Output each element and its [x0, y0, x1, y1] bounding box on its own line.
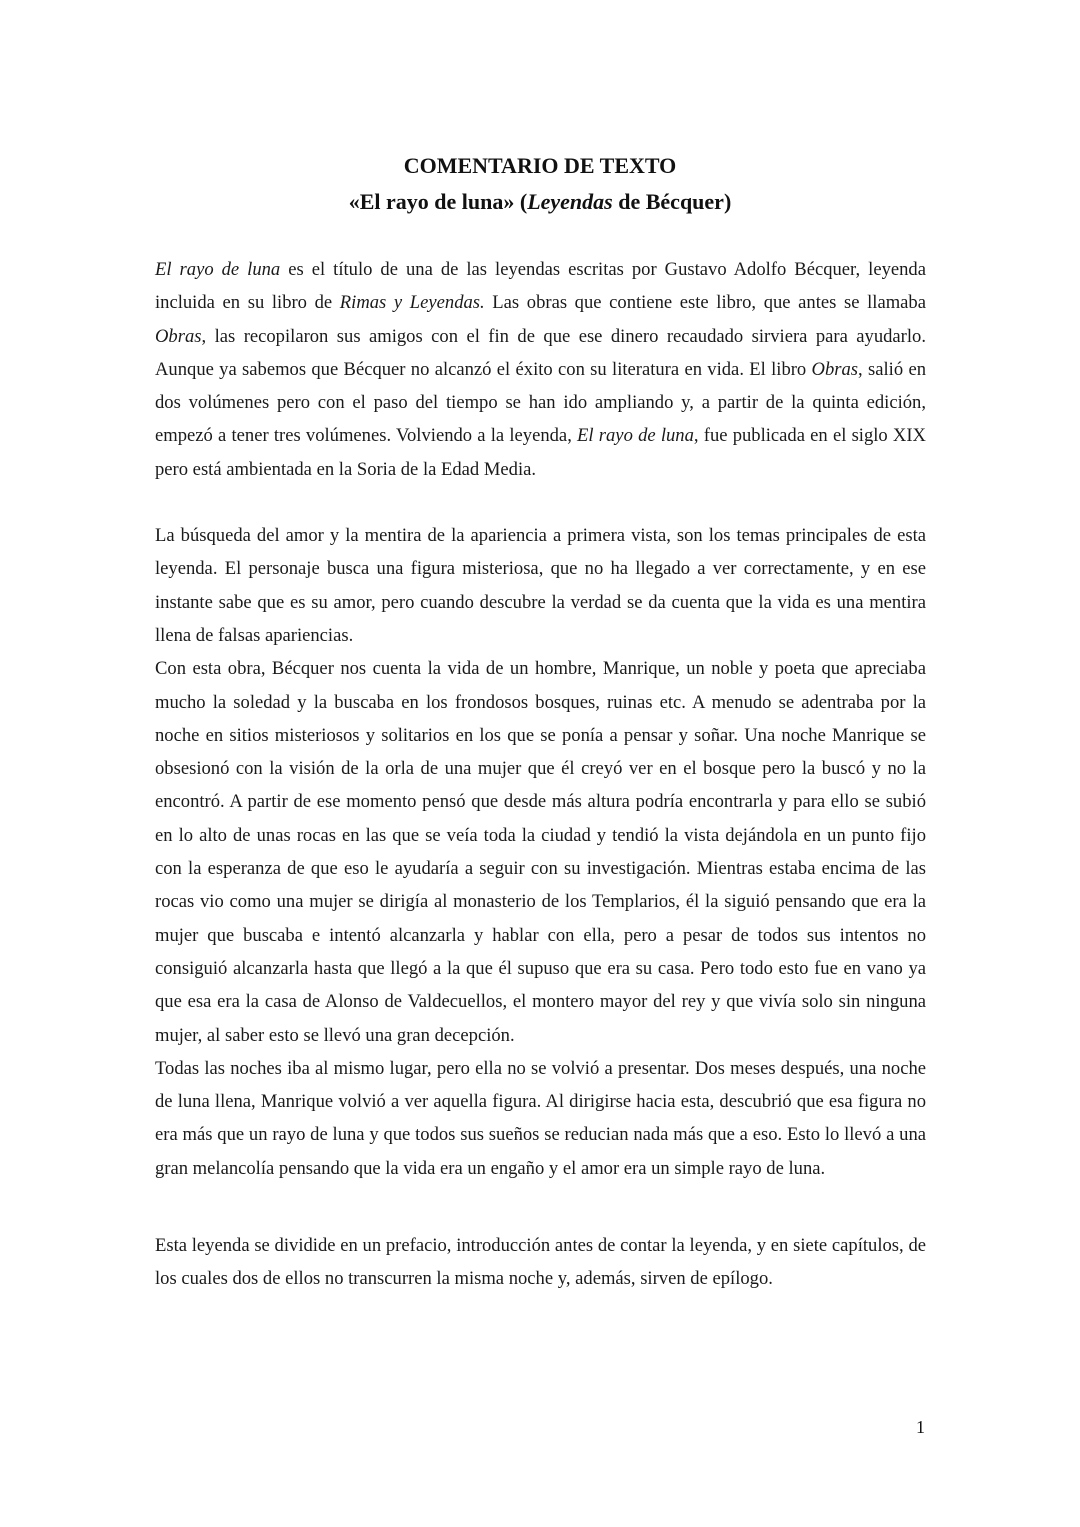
text-span: Las obras que contiene este libro, que antes se llamaba	[484, 292, 926, 314]
italic-title: Obras	[155, 325, 202, 347]
subtitle-suffix: de Bécquer)	[612, 189, 732, 214]
italic-title: El rayo de luna	[577, 425, 694, 447]
text-span: , las recopilaron sus amigos con el fin de que ese dinero recaudado sirviera para ayudarlo. Aunque ya sabemos que Bécquer no alcanzó el éxito con su literatura en vida. El libro	[155, 325, 926, 380]
paragraph-structure: Esta leyenda se dividide en un prefacio, introducción antes de contar la leyenda, y en siete capítulos, de los cuales dos de ellos no transcurren la misma noche y, además, sirven de epílogo.	[155, 1235, 926, 1290]
italic-title: El rayo de luna	[155, 259, 281, 280]
page-number: 1	[916, 1417, 925, 1437]
text-span: , salió en dos volúmenes pero con el paso del tiempo se han ido ampliando y, a partir de la quinta edición, empezó a tener tres volúmenes. Volviendo a la leyenda,	[155, 358, 926, 447]
text-span: , fue publicada en el siglo XIX pero está ambientada en la Soria de la Edad Media.	[155, 425, 926, 480]
document-title: COMENTARIO DE TEXTO	[403, 153, 677, 178]
paragraph-themes: La búsqueda del amor y la mentira de la apariencia a primera vista, son los temas principales de esta leyenda. El personaje busca una figura misteriosa, que no ha llegado a ver correctamente, y en ese instante sabe que es su amor, pero cuando descubre la verdad se da cuenta que la vida es una mentira llena de falsas apariencias.	[155, 525, 926, 646]
paragraph-plot: Con esta obra, Bécquer nos cuenta la vida de un hombre, Manrique, un noble y poeta que apreciaba mucho la soledad y la buscaba en los frondosos bosques, ruinas etc. A menudo se adentraba por la noche en sitios misteriosos y solitarios en los que se ponía a pensar y soñar. Una noche Manrique se obsesionó con la visión de la orla de una mujer que él creyó ver en el bosque pero la buscó y no la encontró. A partir de ese momento pensó que desde más altura podría encontrarla y para ello se subió en lo alto de unas rocas en las que se veía toda la ciudad y tendió la vista dejándola en un punto fijo con la esperanza de que eso le ayudaría a seguir con su investigación. Mientras estaba encima de las rocas vio como una mujer se dirigía al monasterio de los Templarios, él la siguió pensando que era la mujer que buscaba e intentó alcanzarla y hablar con ella, pero a pesar de todos sus intentos no consiguió alcanzarla hasta que llegó a la que él supuso que era su casa. Pero todo esto fue en vano ya que esa era la casa de Alonso de Valdecuellos, el montero mayor del rey y que vivía solo sin ninguna mujer, al saber esto se llevó una gran decepción.	[155, 658, 926, 1046]
italic-title: Rimas y Leyendas.	[339, 292, 485, 314]
body-text	[155, 253, 926, 1296]
paragraph-ending: Todas las noches iba al mismo lugar, pero ella no se volvió a presentar. Dos meses después, una noche de luna llena, Manrique volvió a ver aquella figura. Al dirigirse hacia esta, descubrió que esa figura no era más que un rayo de luna y que todos sus sueños se reducian nada más que a eso. Esto lo llevó a una gran melancolía pensando que la vida era un engaño y el amor era un simple rayo de luna.	[155, 1057, 926, 1179]
text-span: es el título de una de las leyendas escritas por Gustavo Adolfo Bécquer, leyenda incluida en su libro de	[155, 259, 926, 314]
title-block	[0, 148, 1080, 220]
document-subtitle	[0, 184, 1080, 220]
subtitle-prefix: «El rayo de luna» (	[348, 189, 528, 214]
subtitle-italic: Leyendas	[527, 189, 613, 214]
italic-title: Obras	[811, 358, 859, 380]
paragraph-intro	[155, 253, 926, 486]
